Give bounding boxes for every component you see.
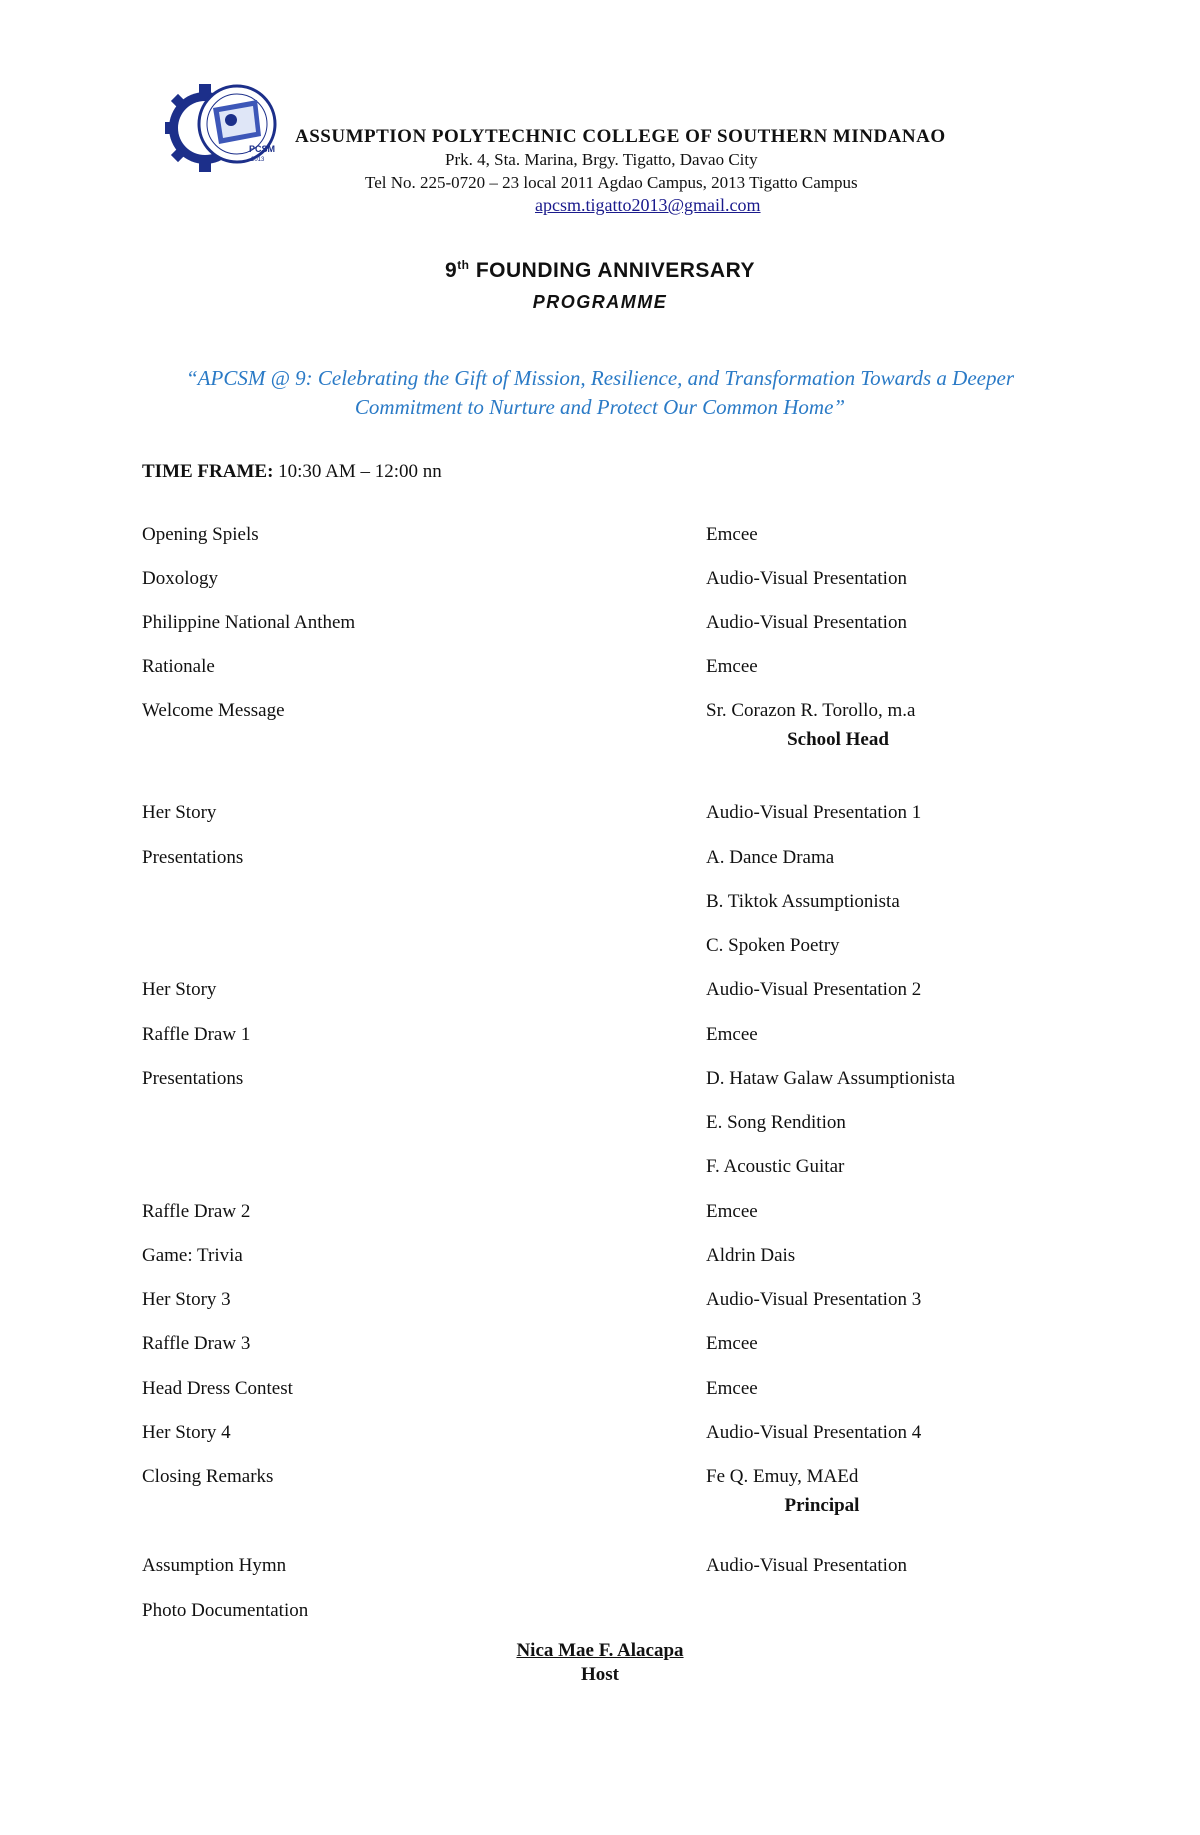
program-person: Emcee <box>706 656 758 677</box>
host-role: Host <box>581 1664 619 1685</box>
program-row <box>0 1245 1200 1271</box>
program-item: Assumption Hymn <box>142 1555 287 1576</box>
program-row <box>0 979 1200 1005</box>
school-name: ASSUMPTION POLYTECHNIC COLLEGE OF SOUTHERN MINDANAO <box>295 126 946 147</box>
program-row <box>0 802 1200 828</box>
program-row <box>0 700 1200 726</box>
program-item: Welcome Message <box>142 700 285 721</box>
program-item: Presentations <box>142 847 244 868</box>
program-item: Closing Remarks <box>142 1466 274 1487</box>
program-person: Audio-Visual Presentation 1 <box>706 802 922 823</box>
time-frame-value: 10:30 AM – 12:00 nn <box>273 461 442 482</box>
program-item: Photo Documentation <box>142 1600 309 1621</box>
school-email-link[interactable]: apcsm.tigatto2013@gmail.com <box>535 195 761 215</box>
program-person: Audio-Visual Presentation 3 <box>706 1289 922 1310</box>
program-row <box>0 1555 1200 1581</box>
program-person: Audio-Visual Presentation <box>706 568 907 589</box>
program-item: Her Story <box>142 979 217 1000</box>
program-row <box>0 1024 1200 1050</box>
speaker-role: School Head <box>787 729 889 750</box>
program-person: Emcee <box>706 1378 758 1399</box>
program-row <box>0 1112 1200 1138</box>
speaker-role: Principal <box>784 1495 860 1516</box>
program-row <box>0 1201 1200 1227</box>
program-person: Audio-Visual Presentation 2 <box>706 979 922 1000</box>
program-row <box>0 568 1200 594</box>
program-person: Emcee <box>706 1024 758 1045</box>
program-person: Audio-Visual Presentation <box>706 1555 907 1576</box>
theme-quote: “APCSM @ 9: Celebrating the Gift of Mission, Resilience, and Transformation Towards a Deeper Commitment to Nurture and Protect Our Common Home” <box>185 366 1014 419</box>
program-row <box>0 1289 1200 1315</box>
program-person: A. Dance Drama <box>706 847 835 868</box>
program-person: Audio-Visual Presentation <box>706 612 907 633</box>
program-person: D. Hataw Galaw Assumptionista <box>706 1068 956 1089</box>
time-frame-label: TIME FRAME: <box>142 461 274 482</box>
program-item: Head Dress Contest <box>142 1378 293 1399</box>
program-item: Raffle Draw 1 <box>142 1024 251 1045</box>
program-person: C. Spoken Poetry <box>706 935 840 956</box>
program-person: Aldrin Dais <box>706 1245 796 1266</box>
page-title <box>0 258 1200 283</box>
program-row <box>0 1378 1200 1404</box>
program-row <box>0 1333 1200 1359</box>
title-text: FOUNDING ANNIVERSARY <box>469 259 755 282</box>
program-item: Doxology <box>142 568 218 589</box>
program-row <box>0 935 1200 961</box>
program-item: Game: Trivia <box>142 1245 243 1266</box>
program-person: Fe Q. Emuy, MAEd <box>706 1466 859 1487</box>
program-row <box>0 612 1200 638</box>
school-phone: Tel No. 225-0720 – 23 local 2011 Agdao Campus, 2013 Tigatto Campus <box>365 173 858 192</box>
program-item: Rationale <box>142 656 215 677</box>
letterhead <box>165 78 1035 238</box>
program-item: Presentations <box>142 1068 244 1089</box>
program-person: Emcee <box>706 1333 758 1354</box>
program-item: Opening Spiels <box>142 524 259 545</box>
svg-text:PCSM: PCSM <box>249 144 276 154</box>
program-row <box>0 891 1200 917</box>
program-item: Her Story 3 <box>142 1289 231 1310</box>
program-item: Raffle Draw 3 <box>142 1333 251 1354</box>
host-name-text: Nica Mae F. Alacapa <box>516 1640 684 1661</box>
title-ordinal-suffix: th <box>457 258 470 272</box>
program-person: E. Song Rendition <box>706 1112 846 1133</box>
svg-text:2013: 2013 <box>251 157 265 163</box>
host-name <box>0 1640 1200 1662</box>
program-person: Emcee <box>706 524 758 545</box>
page-subtitle: PROGRAMME <box>532 292 668 312</box>
time-frame <box>142 461 442 483</box>
program-person: Audio-Visual Presentation 4 <box>706 1422 922 1443</box>
program-item: Her Story 4 <box>142 1422 231 1443</box>
school-address: Prk. 4, Sta. Marina, Brgy. Tigatto, Davao City <box>445 150 758 169</box>
program-item: Raffle Draw 2 <box>142 1201 251 1222</box>
program-row <box>0 656 1200 682</box>
program-person: B. Tiktok Assumptionista <box>706 891 900 912</box>
program-person: Emcee <box>706 1201 758 1222</box>
program-person: Sr. Corazon R. Torollo, m.a <box>706 700 916 721</box>
title-number: 9 <box>445 259 458 282</box>
program-row <box>0 1068 1200 1094</box>
program-row <box>0 847 1200 873</box>
gear-seal-logo-icon <box>165 78 290 173</box>
program-item: Her Story <box>142 802 217 823</box>
program-row <box>0 1600 1200 1626</box>
program-person: F. Acoustic Guitar <box>706 1156 845 1177</box>
program-row <box>0 1422 1200 1448</box>
program-row <box>0 1156 1200 1182</box>
program-row <box>0 524 1200 550</box>
program-row <box>0 1466 1200 1492</box>
program-item: Philippine National Anthem <box>142 612 356 633</box>
